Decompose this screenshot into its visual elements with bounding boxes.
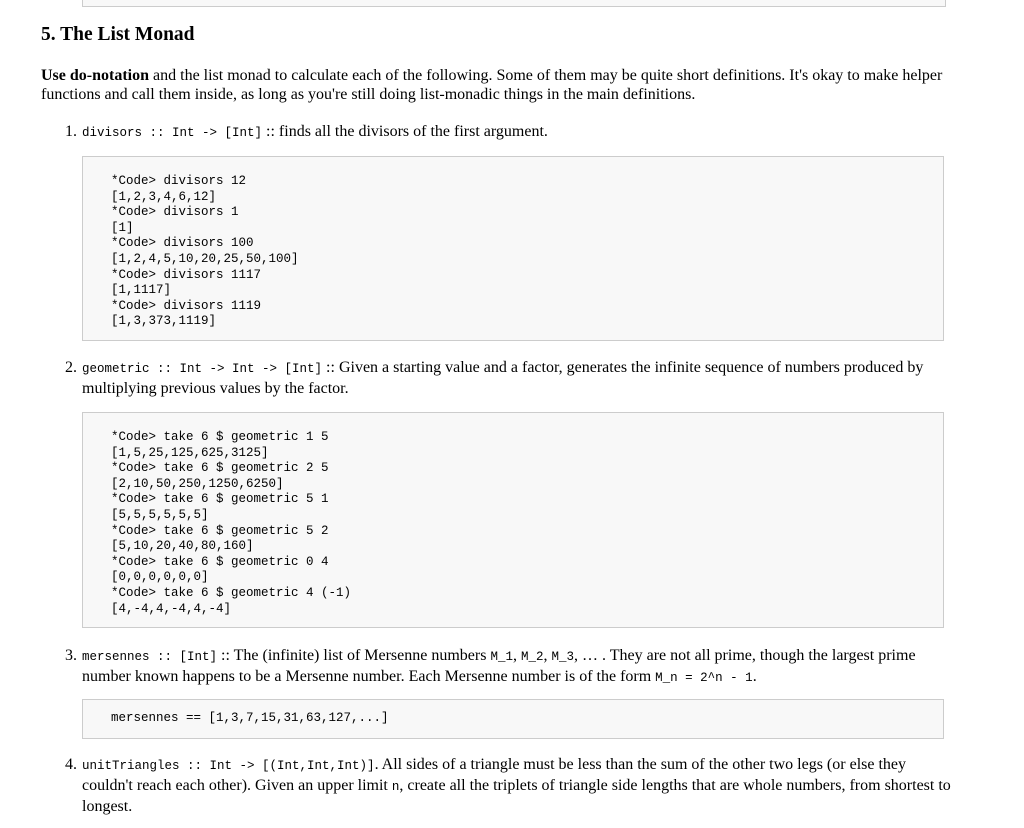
exercise-item-geometric xyxy=(65,358,960,398)
intro-text: and the list monad to calculate each of the following. Some of them may be quite short definitions. It's okay to make helper functions and call them inside, as long as you're still doing list-monadic things in the main definitions. xyxy=(41,67,943,103)
code-block-geometric xyxy=(82,412,944,628)
mersenne-formula: M_n = 2^n - 1 xyxy=(655,671,753,685)
previous-code-block xyxy=(82,0,946,7)
exercise-item-divisors xyxy=(65,122,960,143)
mersenne-m2: M_2 xyxy=(520,650,544,664)
exercise-item-unit-triangles xyxy=(65,755,960,816)
separator: , xyxy=(543,647,552,664)
exercise-item-mersennes xyxy=(65,646,960,688)
item-description-cont: , … . They are not all prime, though the largest prime number known happens to be a Mersenne number. Each Mersenne number is of the form xyxy=(82,647,916,685)
item-number: 4. xyxy=(65,756,77,773)
section-title: 5. The List Monad xyxy=(41,24,195,45)
mersenne-m3: M_3 xyxy=(551,650,574,664)
item-description: :: Given a starting value and a factor, generates the infinite sequence of numbers produced by multiplying previous values by the factor. xyxy=(82,359,924,397)
item-signature: geometric :: Int -> Int -> [Int] xyxy=(82,362,323,376)
separator: , xyxy=(512,647,521,664)
item-signature: unitTriangles :: Int -> [(Int,Int,Int)] xyxy=(82,759,375,773)
code-example: *Code> take 6 $ geometric 1 5 [1,5,25,125,625,3125] *Code> take 6 $ geometric 2 5 [2,10,50,250,1250,6250] *Code> take 6 $ geometric 5 1 [5,5,5,5,5,5] *Code> take 6 $ geometric 5 2 [5,10,20,40,80,160] *Code> take 6 $ geometric 0 4 [0,0,0,0,0,0] *Code> take 6 $ geometric 4 (-1) [4,-4,4,-4,4,-4] xyxy=(111,430,352,616)
item-description-cont: , create all the triplets of triangle side lengths that are whole numbers, from shortest to longest. xyxy=(82,777,951,815)
item-description: :: The (infinite) list of Mersenne numbers xyxy=(217,647,491,664)
item-signature: mersennes :: [Int] xyxy=(82,650,218,664)
code-block-mersennes xyxy=(82,699,944,739)
intro-paragraph xyxy=(41,66,961,104)
item-number: 3. xyxy=(65,647,77,664)
item-signature: divisors :: Int -> [Int] xyxy=(82,126,263,140)
variable-n: n xyxy=(391,780,400,794)
item-number: 1. xyxy=(65,123,77,140)
intro-bold: Use do-notation xyxy=(41,67,150,84)
code-example: mersennes == [1,3,7,15,31,63,127,...] xyxy=(111,711,389,725)
code-example: *Code> divisors 12 [1,2,3,4,6,12] *Code> divisors 1 [1] *Code> divisors 100 [1,2,4,5,10,20,25,50,100] *Code> divisors 1117 [1,1117] *Code> divisors 1119 [1,3,373,1119] xyxy=(111,174,299,329)
item-description: :: finds all the divisors of the first argument. xyxy=(262,123,548,140)
item-number: 2. xyxy=(65,359,77,376)
item-description: . All sides of a triangle must be less than the sum of the other two legs (or else they couldn't reach each other). Given an upper limit xyxy=(82,756,907,794)
code-block-divisors xyxy=(82,156,944,341)
item-description-end: . xyxy=(752,668,757,685)
mersenne-m1: M_1 xyxy=(490,650,513,664)
